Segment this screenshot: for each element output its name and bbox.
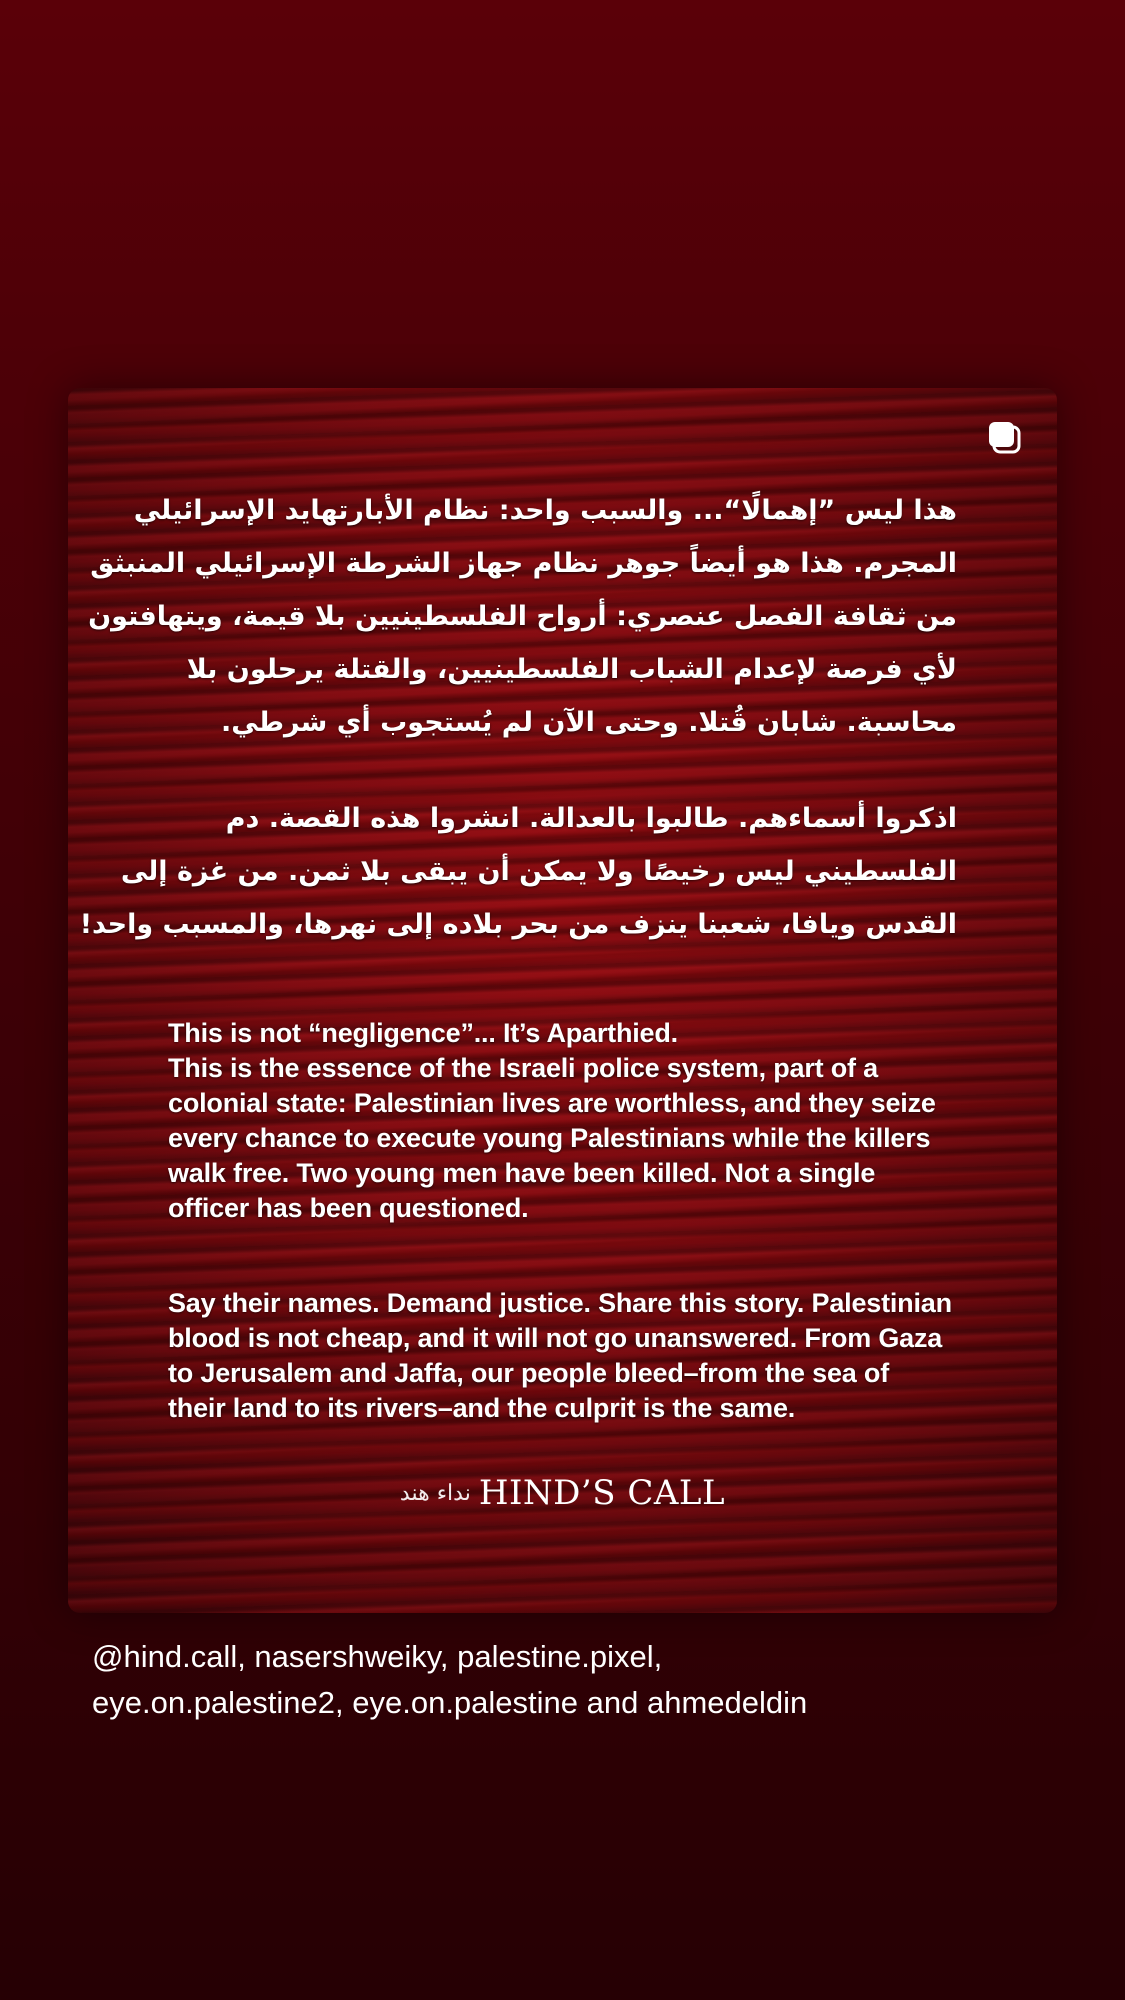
mentions-last-account[interactable]: ahmedeldin	[638, 1685, 808, 1720]
english-paragraph-1	[168, 1016, 988, 1226]
arabic-line: اذكروا أسماءهم. طالبوا بالعدالة. انشروا هذه القصة. دم	[225, 803, 957, 834]
mentions-line-1[interactable]: @hind.call, nasershweiky, palestine.pixel,	[92, 1639, 663, 1674]
english-line: officer has been questioned.	[168, 1193, 529, 1223]
logo-arabic-text: نداء هند	[399, 1480, 471, 1506]
english-line: This is the essence of the Israeli police system, part of a	[168, 1053, 878, 1083]
mentions-accounts-part[interactable]: eye.on.palestine2, eye.on.palestine	[92, 1685, 587, 1720]
english-line: their land to its rivers–and the culprit is the same.	[168, 1393, 796, 1423]
arabic-line: القدس ويافا، شعبنا ينزف من بحر بلاده إلى نهرها، والمسبب واحد!	[79, 909, 957, 940]
mentioned-accounts[interactable]	[92, 1634, 1052, 1726]
arabic-line: المجرم. هذا هو أيضاً جوهر نظام جهاز الشرطة الإسرائيلي المنبثق	[90, 548, 957, 579]
english-line: walk free. Two young men have been killed. Not a single	[168, 1158, 876, 1188]
arabic-line: هذا ليس ”إهمالًا“... والسبب واحد: نظام الأبارتهايد الإسرائيلي	[133, 495, 957, 526]
mentions-line-2[interactable]	[92, 1680, 1052, 1726]
english-line: Say their names. Demand justice. Share this story. Palestinian	[168, 1288, 952, 1318]
arabic-paragraph-2	[79, 792, 957, 951]
shared-post-card[interactable]	[68, 388, 1057, 1613]
arabic-line: محاسبة. شابان قُتلا. وحتى الآن لم يُستجوب أي شرطي.	[221, 707, 957, 738]
arabic-line: من ثقافة الفصل عنصري: أرواح الفلسطينيين بلا قيمة، ويتهافتون	[88, 601, 957, 632]
english-line: to Jerusalem and Jaffa, our people bleed–from the sea of	[168, 1358, 889, 1388]
multiple-posts-icon	[985, 418, 1023, 456]
english-line: blood is not cheap, and it will not go unanswered. From Gaza	[168, 1323, 943, 1353]
arabic-paragraph-1	[88, 484, 957, 749]
english-paragraph-2	[168, 1286, 988, 1426]
logo-text: HIND’S CALL	[478, 1473, 726, 1513]
english-line: colonial state: Palestinian lives are worthless, and they seize	[168, 1088, 936, 1118]
english-line: This is not “negligence”... It’s Aparthied.	[168, 1018, 678, 1048]
hinds-call-logo	[68, 1473, 1057, 1513]
arabic-line: الفلسطيني ليس رخيصًا ولا يمكن أن يبقى بلا ثمن. من غزة إلى	[120, 856, 957, 887]
english-line: every chance to execute young Palestinians while the killers	[168, 1123, 931, 1153]
arabic-line: لأي فرصة لإعدام الشباب الفلسطينيين، والقتلة يرحلون بلا	[186, 654, 957, 685]
mentions-and-word: and	[586, 1685, 639, 1720]
